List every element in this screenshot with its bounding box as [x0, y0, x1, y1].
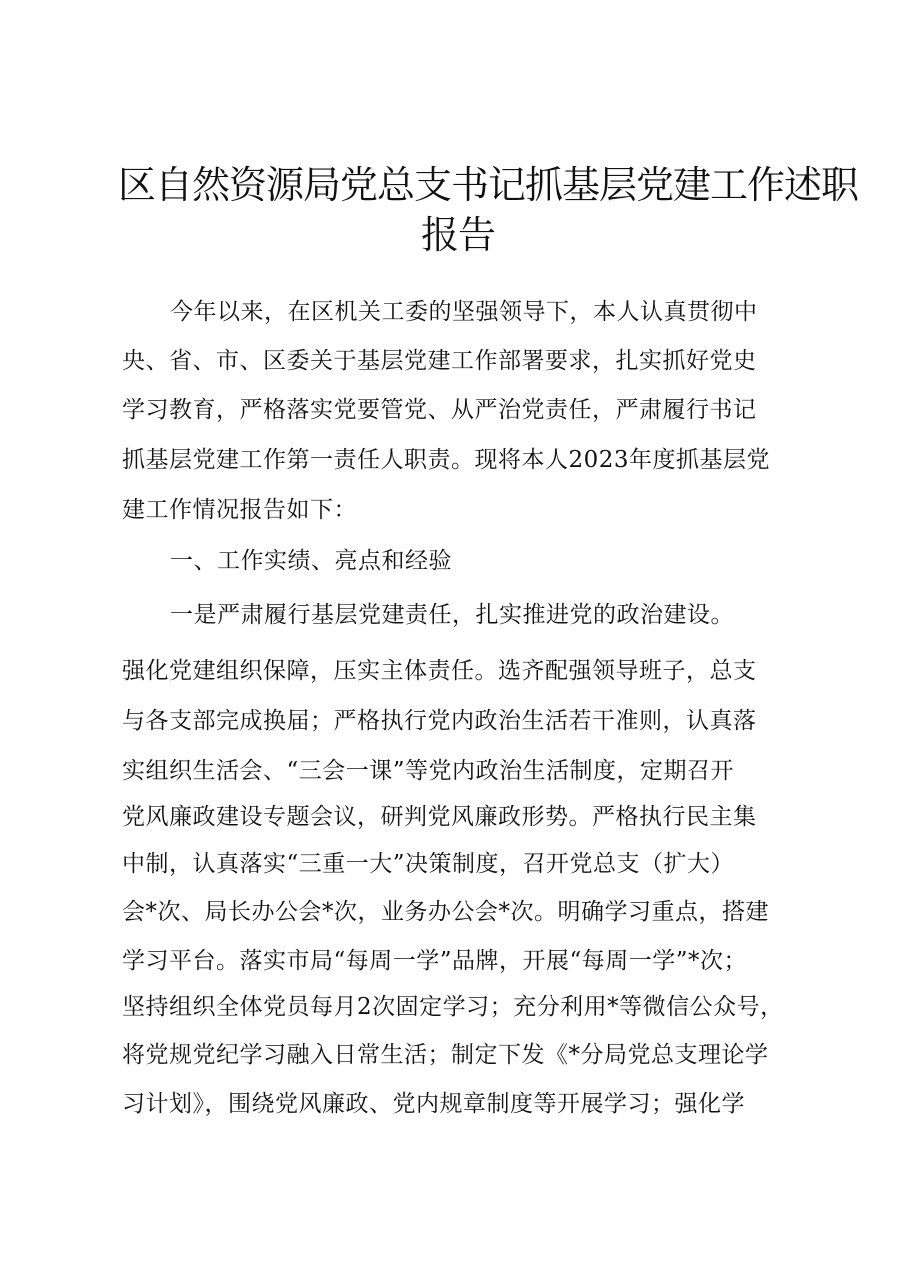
- intro-line: 学习教育，严格落实党要管党、从严治党责任，严肃履行书记: [122, 397, 757, 423]
- document-title-line-2: 报告: [420, 213, 495, 257]
- body-line: 坚持组织全体党员每月2次固定学习；充分利用*等微信公众号，: [122, 994, 784, 1020]
- intro-line: 建工作情况报告如下：: [122, 497, 357, 523]
- intro-line: 抓基层党建工作第一责任人职责。现将本人2023年度抓基层党: [122, 447, 771, 473]
- body-line: 习计划》，围绕党风廉政、党内规章制度等开展学习；强化学: [122, 1091, 745, 1117]
- intro-line: 今年以来，在区机关工委的坚强领导下，本人认真贯彻中: [170, 299, 758, 325]
- body-line: 学习平台。落实市局“每周一学”品牌，开展“每周一学”*次；: [122, 948, 748, 974]
- subheading: 一是严肃履行基层党建责任，扎实推进党的政治建设。: [170, 602, 734, 628]
- document-title-line-1: 区自然资源局党总支书记抓基层党建工作述职: [118, 163, 859, 207]
- body-line: 会*次、局长办公会*次，业务办公会*次。明确学习重点，搭建: [122, 899, 769, 925]
- body-line: 中制，认真落实“三重一大”决策制度，召开党总支（扩大）: [122, 851, 735, 877]
- section-heading: 一、工作实绩、亮点和经验: [170, 548, 452, 574]
- body-line: 与各支部完成换届；严格执行党内政治生活若干准则，认真落: [122, 708, 757, 734]
- intro-line: 央、省、市、区委关于基层党建工作部署要求，扎实抓好党史: [122, 348, 757, 374]
- body-line: 强化党建组织保障，压实主体责任。选齐配强领导班子，总支: [122, 658, 757, 684]
- body-line: 实组织生活会、“三会一课”等党内政治生活制度，定期召开: [122, 758, 735, 784]
- body-line: 党风廉政建设专题会议，研判党风廉政形势。严格执行民主集: [122, 804, 757, 830]
- body-line: 将党规党纪学习融入日常生活；制定下发《*分局党总支理论学: [122, 1042, 769, 1068]
